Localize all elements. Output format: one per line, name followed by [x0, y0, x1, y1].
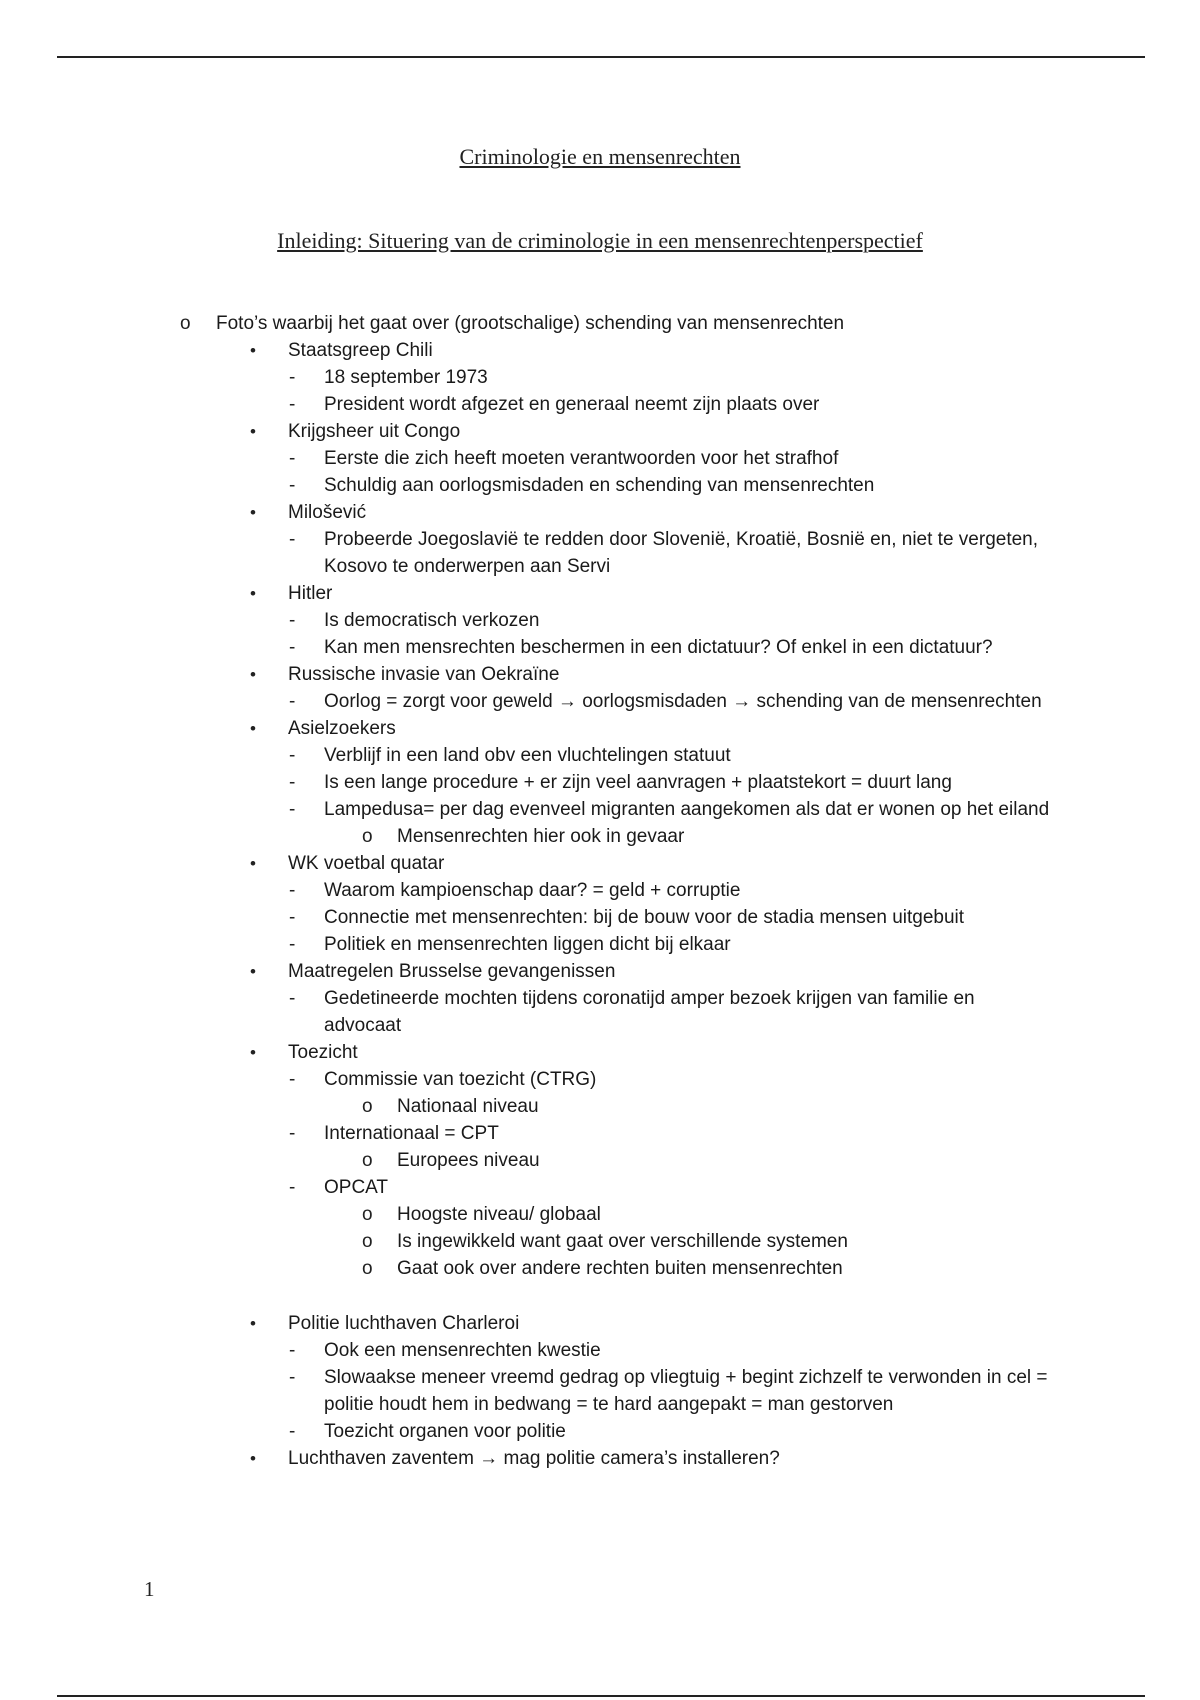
bullet-icon: • — [250, 962, 256, 981]
list-item-text: Nationaal niveau — [397, 1096, 539, 1117]
list-item — [0, 688, 1050, 715]
list-item-text: Eerste die zich heeft moeten verantwoorden voor het strafhof — [324, 448, 839, 469]
list-item-text: Is een lange procedure + er zijn veel aanvragen + plaatstekort = duurt lang — [324, 772, 952, 793]
list-item-text: Gaat ook over andere rechten buiten mensenrechten — [397, 1258, 843, 1279]
list-item — [0, 796, 1050, 823]
list-item — [0, 580, 1200, 607]
list-item-text: Ook een mensenrechten kwestie — [324, 1340, 601, 1361]
list-item-text: Asielzoekers — [288, 718, 396, 739]
list-item-text: WK voetbal quatar — [288, 853, 445, 874]
list-item-text: Oorlog = zorgt voor geweld → oorlogsmisdaden → schending van de mensenrechten — [324, 691, 1042, 712]
dash-icon: - — [289, 880, 296, 901]
document-body — [0, 310, 1200, 1472]
list-item — [0, 823, 1200, 850]
page-number: 1 — [144, 1577, 155, 1601]
dash-icon: - — [289, 637, 296, 658]
list-item — [0, 958, 1200, 985]
dash-icon: - — [289, 772, 296, 793]
dash-icon: - — [289, 448, 296, 469]
bullet-icon: • — [250, 584, 256, 603]
dash-icon: - — [289, 1177, 296, 1198]
bullet-icon: • — [250, 719, 256, 738]
circle-bullet-icon: o — [362, 1231, 373, 1252]
list-item-text: Milošević — [288, 502, 367, 523]
list-item-text: Is ingewikkeld want gaat over verschillende systemen — [397, 1231, 848, 1252]
list-item — [0, 1310, 1200, 1337]
list-item — [0, 1255, 1200, 1282]
circle-bullet-icon: o — [362, 1258, 373, 1279]
list-item-text: Lampedusa= per dag evenveel migranten aangekomen als dat er wonen op het eiland — [324, 799, 1050, 820]
list-item-text: Probeerde Joegoslavië te redden door Slovenië, Kroatië, Bosnië en, niet te vergeten, Kosovo te onderwerpen aan Servi — [324, 529, 1039, 577]
circle-bullet-icon: o — [362, 1150, 373, 1171]
list-item-text: Hoogste niveau/ globaal — [397, 1204, 601, 1225]
dash-icon: - — [289, 745, 296, 766]
circle-bullet-icon: o — [362, 1096, 373, 1117]
list-item-text: Kan men mensrechten beschermen in een dictatuur? Of enkel in een dictatuur? — [324, 637, 993, 658]
list-item-text: Foto’s waarbij het gaat over (grootschalige) schending van mensenrechten — [216, 313, 845, 334]
list-item-text: Hitler — [288, 583, 333, 604]
dash-icon: - — [289, 1123, 296, 1144]
list-item — [0, 445, 1050, 472]
outline-intro — [0, 310, 1200, 337]
list-item — [0, 526, 1050, 580]
list-item — [0, 1039, 1200, 1066]
circle-bullet-icon: o — [180, 313, 191, 334]
list-item-text: Russische invasie van Oekraïne — [288, 664, 560, 685]
list-item — [0, 1337, 1050, 1364]
dash-icon: - — [289, 1340, 296, 1361]
document-subtitle: Inleiding: Situering van de criminologie in een mensenrechtenperspectief — [277, 228, 923, 253]
dash-icon: - — [289, 988, 296, 1009]
list-item — [0, 391, 1050, 418]
dash-icon: - — [289, 475, 296, 496]
list-item-text: President wordt afgezet en generaal neemt zijn plaats over — [324, 394, 820, 415]
list-item-text: Commissie van toezicht (CTRG) — [324, 1069, 597, 1090]
outline-list — [0, 310, 1200, 1472]
list-item — [0, 1418, 1050, 1445]
list-item-text: Europees niveau — [397, 1150, 540, 1171]
list-item — [0, 1228, 1200, 1255]
list-item-text: Politiek en mensenrechten liggen dicht bij elkaar — [324, 934, 731, 955]
list-item — [0, 1147, 1200, 1174]
list-item — [0, 472, 1050, 499]
dash-icon: - — [289, 529, 296, 550]
list-item-text: Slowaakse meneer vreemd gedrag op vliegtuig + begint zichzelf te verwonden in cel = politie houdt hem in bedwang = te hard aangepakt = man gestorven — [324, 1367, 1048, 1415]
dash-icon: - — [289, 394, 296, 415]
dash-icon: - — [289, 934, 296, 955]
list-item — [0, 1120, 1050, 1147]
list-item — [0, 1093, 1200, 1120]
blank-line — [0, 1282, 1200, 1310]
list-item — [0, 1174, 1050, 1201]
list-item-text: Schuldig aan oorlogsmisdaden en schending van mensenrechten — [324, 475, 875, 496]
list-item — [0, 1066, 1050, 1093]
list-item — [0, 850, 1200, 877]
list-item — [0, 769, 1050, 796]
list-item-text: Toezicht organen voor politie — [324, 1421, 566, 1442]
dash-icon: - — [289, 610, 296, 631]
list-item — [0, 931, 1050, 958]
list-item — [0, 499, 1200, 526]
bullet-icon: • — [250, 1043, 256, 1062]
bullet-icon: • — [250, 665, 256, 684]
bullet-icon: • — [250, 503, 256, 522]
list-item-text: Mensenrechten hier ook in gevaar — [397, 826, 685, 847]
list-item-text: OPCAT — [324, 1177, 389, 1198]
dash-icon: - — [289, 1069, 296, 1090]
list-item-text: Gedetineerde mochten tijdens coronatijd amper bezoek krijgen van familie en advocaat — [324, 988, 975, 1036]
list-item — [0, 634, 1050, 661]
bullet-icon: • — [250, 341, 256, 360]
bullet-icon: • — [250, 854, 256, 873]
list-item — [0, 1445, 1200, 1472]
bullet-icon: • — [250, 422, 256, 441]
dash-icon: - — [289, 1421, 296, 1442]
footer-rule — [57, 1695, 1145, 1697]
list-item-text: Maatregelen Brusselse gevangenissen — [288, 961, 616, 982]
list-item — [0, 742, 1050, 769]
list-item-text: Krijgsheer uit Congo — [288, 421, 461, 442]
document-title: Criminologie en mensenrechten — [459, 144, 741, 169]
list-item — [0, 985, 1050, 1039]
list-item — [0, 877, 1050, 904]
list-item — [0, 1364, 1050, 1418]
list-item-text: Is democratisch verkozen — [324, 610, 540, 631]
list-item — [0, 715, 1200, 742]
list-item — [0, 1201, 1200, 1228]
list-item — [0, 904, 1050, 931]
list-item — [0, 364, 1050, 391]
list-item-text: Luchthaven zaventem → mag politie camera’s installeren? — [288, 1448, 780, 1469]
list-item-text: Connectie met mensenrechten: bij de bouw voor de stadia mensen uitgebuit — [324, 907, 965, 928]
dash-icon: - — [289, 691, 296, 712]
dash-icon: - — [289, 1367, 296, 1388]
dash-icon: - — [289, 799, 296, 820]
dash-icon: - — [289, 907, 296, 928]
list-item — [0, 418, 1200, 445]
circle-bullet-icon: o — [362, 826, 373, 847]
list-item — [0, 661, 1200, 688]
circle-bullet-icon: o — [362, 1204, 373, 1225]
bullet-icon: • — [250, 1449, 256, 1468]
list-item-text: Staatsgreep Chili — [288, 340, 433, 361]
bullet-icon: • — [250, 1314, 256, 1333]
list-item-text: Verblijf in een land obv een vluchtelingen statuut — [324, 745, 731, 766]
list-item-text: Toezicht — [288, 1042, 358, 1063]
list-item-text: Politie luchthaven Charleroi — [288, 1313, 520, 1334]
header-rule — [57, 56, 1145, 58]
list-item-text: Internationaal = CPT — [324, 1123, 499, 1144]
dash-icon: - — [289, 367, 296, 388]
list-item-text: Waarom kampioenschap daar? = geld + corruptie — [324, 880, 741, 901]
list-item — [0, 337, 1200, 364]
list-item — [0, 607, 1050, 634]
list-item-text: 18 september 1973 — [324, 367, 488, 388]
